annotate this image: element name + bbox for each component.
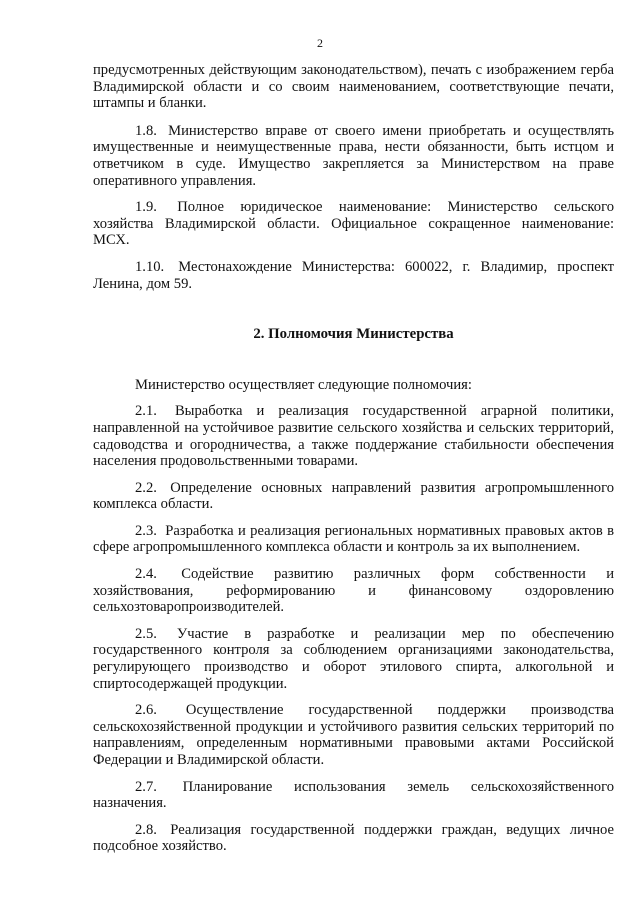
paragraph-text: Планирование использования земель сельскохозяйственного назначения. <box>93 778 614 812</box>
paragraph-number: 2.2. <box>135 479 157 496</box>
paragraph-text: Определение основных направлений развития агропромышленного комплекса области. <box>93 479 614 513</box>
paragraph-1-9 <box>93 199 614 249</box>
paragraph-text: Выработка и реализация государственной аграрной политики, направленной на устойчивое развитие сельского хозяйства и сельских территорий, садоводства и огородничества, а также поддержание стабильности обеспечения населения продовольственными товарами. <box>93 403 614 470</box>
paragraph-number: 1.9. <box>135 199 157 216</box>
section-title: 2. Полномочия Министерства <box>253 326 454 343</box>
paragraph-text: Участие в разработке и реализации мер по обеспечению государственного контроля за соблюдением организациями законодательства, регулирующего производство и оборот этилового спирта, алкогольной и спиртосодержащей продукции. <box>93 625 614 692</box>
paragraph-1-8 <box>93 123 614 189</box>
paragraph-2-7 <box>93 779 614 812</box>
paragraph-number: 2.5. <box>135 625 157 642</box>
paragraph-number: 1.10. <box>135 258 165 275</box>
paragraph-1-10 <box>93 259 614 292</box>
paragraph-number: 2.8. <box>135 821 157 838</box>
paragraph-text: Реализация государственной поддержки граждан, ведущих личное подсобное хозяйство. <box>93 821 614 855</box>
document-body <box>93 62 614 865</box>
section-intro: Министерство осуществляет следующие полномочия: <box>135 376 472 393</box>
paragraph-2-8 <box>93 822 614 855</box>
paragraph-2-6 <box>93 702 614 768</box>
paragraph-number: 1.8. <box>135 122 157 139</box>
paragraph-text: Полное юридическое наименование: Министерство сельского хозяйства Владимирской области. Официальное сокращенное наименование: МСХ. <box>93 199 614 249</box>
page-number: 2 <box>317 36 323 50</box>
paragraph-text: Местонахождение Министерства: 600022, г. Владимир, проспект Ленина, дом 59. <box>93 258 615 292</box>
paragraph-text: Разработка и реализация региональных нормативных правовых актов в сфере агропромышленного комплекса области и контроль за их выполнением. <box>93 522 614 556</box>
paragraph-number: 2.4. <box>135 566 157 583</box>
paragraph-text: Содействие развитию различных форм собственности и хозяйствования, реформированию и финансовому оздоровлению сельхозтоваропроизводителей. <box>93 566 615 616</box>
paragraph-text: Министерство вправе от своего имени приобретать и осуществлять имущественные и неимущественные права, нести обязанности, быть истцом и ответчиком в суде. Имущество закрепляется за Министерством на праве оперативного управления. <box>93 122 614 189</box>
paragraph-number: 2.6. <box>135 702 157 719</box>
paragraph-2-4 <box>93 566 614 616</box>
paragraph-text: Осуществление государственной поддержки производства сельскохозяйственной продукции и устойчивого развития сельских территорий по направлениям, определенным нормативными правовыми актами Российской Федерации и Владимирской области. <box>93 702 614 768</box>
paragraph-number: 2.3. <box>135 522 157 539</box>
paragraph-number: 2.1. <box>135 403 157 420</box>
paragraph-2-2 <box>93 480 614 513</box>
paragraph-2-3 <box>93 523 614 556</box>
paragraph-2-5 <box>93 626 614 692</box>
continuation-paragraph: предусмотренных действующим законодательством), печать с изображением герба Владимирской области и со своим наименованием, соответствующие печати, штампы и бланки. <box>93 62 614 112</box>
paragraph-number: 2.7. <box>135 778 157 795</box>
paragraph-2-1 <box>93 403 614 469</box>
